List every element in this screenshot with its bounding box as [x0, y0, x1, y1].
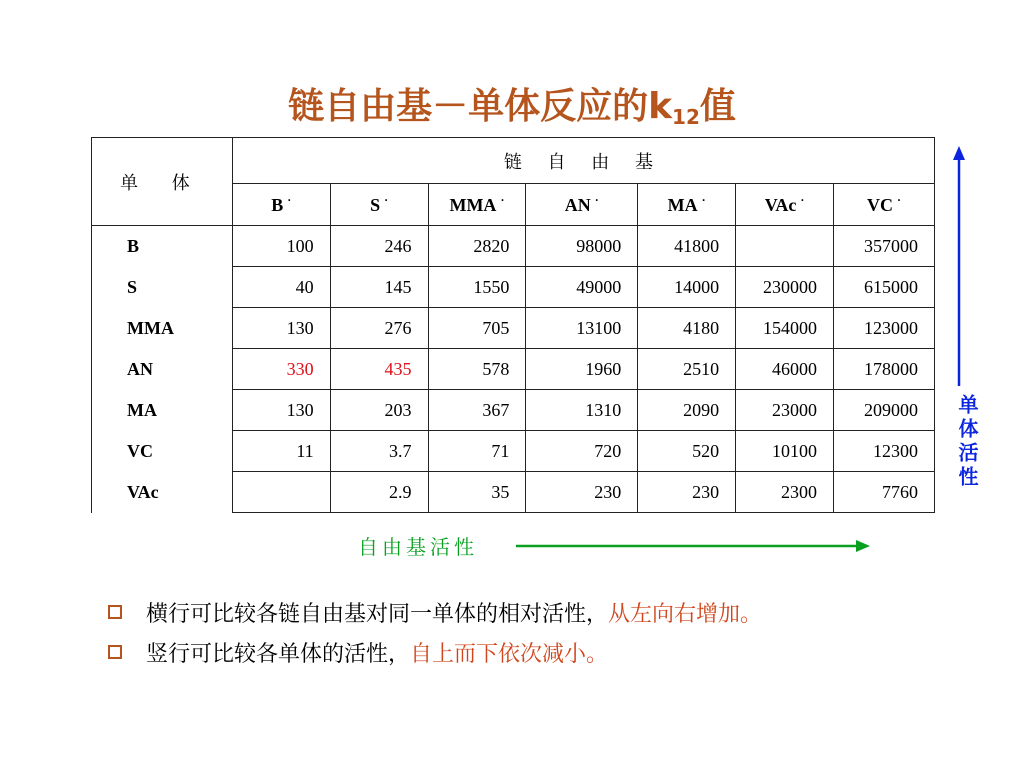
rate-constant-cell: 23000	[736, 390, 834, 431]
rate-constant-cell: 2510	[638, 349, 736, 390]
rate-constant-cell: 100	[232, 226, 330, 267]
monomer-header: 单 体	[92, 138, 233, 226]
rate-constant-cell: 12300	[834, 431, 935, 472]
rate-constant-cell: 7760	[834, 472, 935, 513]
rate-constant-cell: 35	[428, 472, 526, 513]
rate-constant-cell: 71	[428, 431, 526, 472]
monomer-label: S	[92, 267, 233, 308]
rate-constant-cell: 4180	[638, 308, 736, 349]
radical-col-header: AN ·	[526, 184, 638, 226]
rate-constant-cell: 435	[330, 349, 428, 390]
rate-constant-cell: 330	[232, 349, 330, 390]
rate-constant-cell: 203	[330, 390, 428, 431]
rate-constant-cell: 130	[232, 308, 330, 349]
rate-constant-cell: 230	[526, 472, 638, 513]
bullet-highlight: 自上而下依次减小。	[410, 641, 609, 667]
rate-constant-cell: 98000	[526, 226, 638, 267]
rate-constant-cell: 230000	[736, 267, 834, 308]
rate-constant-cell: 367	[428, 390, 526, 431]
rate-constant-cell: 13100	[526, 308, 638, 349]
bullet-list	[108, 592, 762, 672]
rate-constant-cell: 178000	[834, 349, 935, 390]
rate-constant-cell: 615000	[834, 267, 935, 308]
bullet-item	[108, 632, 762, 672]
monomer-label: VAc	[92, 472, 233, 513]
rate-constant-cell: 1310	[526, 390, 638, 431]
rate-constant-cell: 14000	[638, 267, 736, 308]
monomer-label: B	[92, 226, 233, 267]
rate-constant-cell: 11	[232, 431, 330, 472]
rate-constant-cell: 154000	[736, 308, 834, 349]
monomer-label: MMA	[92, 308, 233, 349]
bullet-text: 竖行可比较各单体的活性，	[146, 641, 411, 667]
title-main: 链自由基－单体反应的k	[288, 86, 673, 127]
square-bullet-icon	[108, 645, 122, 659]
rate-constant-cell: 209000	[834, 390, 935, 431]
bullet-highlight: 从左向右增加。	[608, 601, 763, 627]
rate-constant-cell: 357000	[834, 226, 935, 267]
monomer-label: MA	[92, 390, 233, 431]
title-tail: 值	[699, 86, 736, 127]
rate-constant-cell: 246	[330, 226, 428, 267]
rate-constant-cell: 705	[428, 308, 526, 349]
rate-constant-cell: 123000	[834, 308, 935, 349]
radical-activity-arrowhead	[856, 540, 870, 552]
rate-constant-cell: 49000	[526, 267, 638, 308]
radical-col-header: VC ·	[834, 184, 935, 226]
rate-constant-cell: 46000	[736, 349, 834, 390]
radical-col-header: B ·	[232, 184, 330, 226]
rate-constant-cell: 230	[638, 472, 736, 513]
square-bullet-icon	[108, 605, 122, 619]
rate-constant-cell: 130	[232, 390, 330, 431]
radical-col-header: VAc ·	[736, 184, 834, 226]
radical-activity-label: 自由基活性	[358, 535, 478, 559]
radical-header: 链 自 由 基	[232, 138, 934, 184]
rate-constant-cell: 1550	[428, 267, 526, 308]
rate-constant-cell: 276	[330, 308, 428, 349]
rate-constant-cell: 2300	[736, 472, 834, 513]
radical-col-header: MA ·	[638, 184, 736, 226]
title-subscript: 12	[672, 105, 700, 129]
radical-col-header: MMA ·	[428, 184, 526, 226]
monomer-activity-label: 单体活性	[955, 394, 979, 490]
bullet-text: 横行可比较各链自由基对同一单体的相对活性，	[146, 601, 609, 627]
rate-constant-cell: 3.7	[330, 431, 428, 472]
rate-constant-cell: 41800	[638, 226, 736, 267]
rate-constant-cell: 520	[638, 431, 736, 472]
rate-constant-cell: 145	[330, 267, 428, 308]
radical-col-header: S ·	[330, 184, 428, 226]
rate-constant-cell: 1960	[526, 349, 638, 390]
monomer-label: AN	[92, 349, 233, 390]
rate-constant-cell: 2090	[638, 390, 736, 431]
rate-constant-cell: 720	[526, 431, 638, 472]
monomer-label: VC	[92, 431, 233, 472]
monomer-activity-arrowhead	[953, 146, 965, 160]
rate-constant-cell: 2.9	[330, 472, 428, 513]
rate-constant-cell: 2820	[428, 226, 526, 267]
rate-constant-cell: 10100	[736, 431, 834, 472]
bullet-item	[108, 592, 762, 632]
rate-constant-cell: 578	[428, 349, 526, 390]
rate-constant-cell: 40	[232, 267, 330, 308]
